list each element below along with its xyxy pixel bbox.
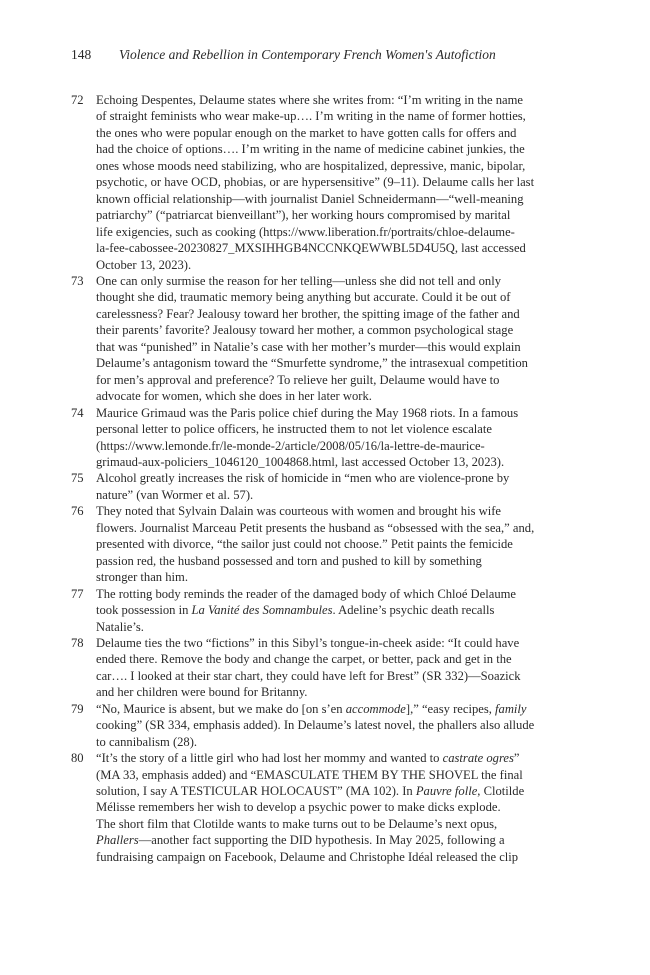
note-text [96, 503, 553, 585]
note-number: 77 [71, 586, 84, 601]
note-line: flowers. Journalist Marceau Petit presents the husband as “obsessed with the sea,” and, [96, 520, 535, 535]
note-line: Alcohol greatly increases the risk of homicide in “men who are violence-prone by [96, 471, 510, 486]
note-text-run: ” [513, 751, 520, 766]
note-text [96, 750, 553, 865]
note-number: 78 [71, 635, 84, 650]
note-text [96, 273, 553, 405]
note-line: (https://www.lemonde.fr/le-monde-2/article/2008/05/16/la-lettre-de-maurice- [96, 438, 485, 453]
note-line: patriarchy” (“patriarcat bienveillant”), her working hours compromised by marital [96, 208, 511, 223]
note-line: cooking” (SR 334, emphasis added). In Delaume’s latest novel, the phallers also allude [96, 718, 535, 733]
endnote-74 [71, 405, 553, 471]
note-line: nature” (van Wormer et al. 57). [96, 487, 254, 502]
note-line: life exigencies, such as cooking (https://www.liberation.fr/portraits/chloe-delaume- [96, 224, 515, 239]
note-line: to cannibalism (28). [96, 734, 198, 749]
note-text [96, 92, 553, 273]
note-number: 79 [71, 701, 84, 716]
work-title: La Vanité des Somnambules [191, 603, 333, 618]
note-line: car…. I looked at their star chart, they could have left for Brest” (SR 332)—Soazick [96, 668, 521, 683]
endnote-78 [71, 635, 553, 701]
note-line: thought she did, traumatic memory being anything but accurate. Could it be out of [96, 290, 511, 305]
note-line: for men’s approval and preference? To relieve her guilt, Delaume would have to [96, 372, 500, 387]
note-number: 73 [71, 273, 84, 288]
note-line: had the choice of options…. I’m writing in the name of medicine cabinet junkies, the [96, 142, 525, 157]
note-line: that was “punished” in Natalie’s case with her mother’s murder—this would explain [96, 339, 521, 354]
endnote-80 [71, 750, 553, 865]
note-text [96, 701, 553, 750]
note-line: carelessness? Fear? Jealousy toward her brother, the spitting image of the father and [96, 306, 520, 321]
note-line: the ones who were popular enough on the market to have gotten calls for offers and [96, 125, 517, 140]
note-text [96, 635, 553, 701]
note-line: Delaume’s antagonism toward the “Smurfette syndrome,” the intrasexual competition [96, 356, 528, 371]
note-number: 80 [71, 751, 84, 766]
note-text-run: —another fact supporting the DID hypothesis. In May 2025, following a [138, 833, 505, 848]
note-line: (MA 33, emphasis added) and “EMASCULATE THEM BY THE SHOVEL the final [96, 767, 523, 782]
note-line: They noted that Sylvain Dalain was courteous with women and brought his wife [96, 504, 502, 519]
note-line: Echoing Despentes, Delaume states where she writes from: “I’m writing in the name [96, 93, 524, 107]
note-line: of straight feminists who wear make-up…. I’m writing in the name of former hotties, [96, 109, 526, 124]
note-line: known official relationship—with journalist Daniel Schneidermann—“well-meaning [96, 191, 524, 206]
note-line: fundraising campaign on Facebook, Delaume and Christophe Idéal released the clip [96, 849, 519, 864]
note-number: 74 [71, 405, 84, 420]
note-text-run: “No, Maurice is absent, but we make do [on s’en [96, 701, 346, 716]
note-line: psychotic, or have OCD, phobias, or are hypersensitive” (9–11). Delaume calls her last [96, 175, 535, 190]
note-text-run: ],” “easy recipes, [405, 701, 496, 716]
work-title: Phallers [96, 833, 139, 848]
note-text-run: took possession in [96, 603, 192, 618]
note-line: The rotting body reminds the reader of the damaged body of which Chloé Delaume [96, 586, 517, 601]
endnote-79 [71, 701, 553, 750]
note-line: grimaud-aux-policiers_1046120_1004868.html, last accessed October 13, 2023). [96, 454, 505, 469]
work-title: Pauvre folle [415, 784, 478, 799]
endnotes-list [71, 92, 553, 865]
note-line: their parents’ favorite? Jealousy toward her mother, a common psychological stage [96, 323, 514, 338]
note-line: One can only surmise the reason for her telling—unless she did not tell and only [96, 273, 502, 288]
note-text-run: “It’s the story of a little girl who had lost her mommy and wanted to [96, 751, 443, 766]
endnote-76 [71, 503, 553, 585]
note-line: la-fee-cabossee-20230827_MXSIHHGB4NCCNKQEWWBL5D4U5Q, last accessed [96, 241, 526, 256]
note-line: Mélisse remembers her wish to develop a psychic power to make dicks explode. [96, 800, 501, 815]
note-text [96, 470, 553, 503]
note-number: 75 [71, 471, 84, 486]
running-header [71, 46, 591, 64]
endnote-72 [71, 92, 553, 273]
note-line: Natalie’s. [96, 619, 144, 634]
note-text [96, 405, 553, 471]
note-line: stronger than him. [96, 570, 188, 585]
note-line: passion red, the husband possessed and torn and pushed to kill by something [96, 553, 482, 568]
page-number: 148 [71, 47, 92, 62]
note-line: Delaume ties the two “fictions” in this Sibyl’s tongue-in-cheek aside: “It could have [96, 635, 520, 650]
endnote-73 [71, 273, 553, 405]
note-line: presented with divorce, “the sailor just could not choose.” Petit paints the femicide [96, 537, 513, 552]
note-text-run: solution, I say A TESTICULAR HOLOCAUST” (MA 102). In [96, 784, 416, 799]
note-line: The short film that Clotilde wants to make turns out to be Delaume’s next opus, [96, 816, 498, 831]
emphasis-text: castrate ogres [442, 751, 514, 766]
emphasis-text: family [495, 701, 527, 716]
note-line [96, 602, 553, 618]
note-line [96, 783, 553, 799]
emphasis-text: accommode [345, 701, 406, 716]
endnote-77 [71, 586, 553, 635]
note-text [96, 586, 553, 635]
note-line [96, 832, 553, 848]
note-line: Maurice Grimaud was the Paris police chief during the May 1968 riots. In a famous [96, 405, 519, 420]
note-text-run: , Clotilde [477, 784, 525, 799]
note-line: advocate for women, which she does in her later work. [96, 389, 372, 404]
note-line: and her children were bound for Britanny. [96, 685, 308, 700]
note-number: 72 [71, 93, 84, 107]
note-line [96, 750, 553, 766]
endnote-75 [71, 470, 553, 503]
note-line: October 13, 2023). [96, 257, 192, 272]
running-title: Violence and Rebellion in Contemporary French Women's Autofiction [119, 47, 496, 62]
note-number: 76 [71, 504, 84, 519]
note-text-run: . Adeline’s psychic death recalls [332, 603, 495, 618]
note-line: personal letter to police officers, he instructed them to not let violence escalate [96, 422, 492, 437]
note-line [96, 701, 553, 717]
note-line: ones whose moods need stabilizing, who are hospitalized, depressive, manic, bipolar, [96, 158, 526, 173]
note-line: ended there. Remove the body and change the carpet, or better, pack and get in the [96, 652, 512, 667]
